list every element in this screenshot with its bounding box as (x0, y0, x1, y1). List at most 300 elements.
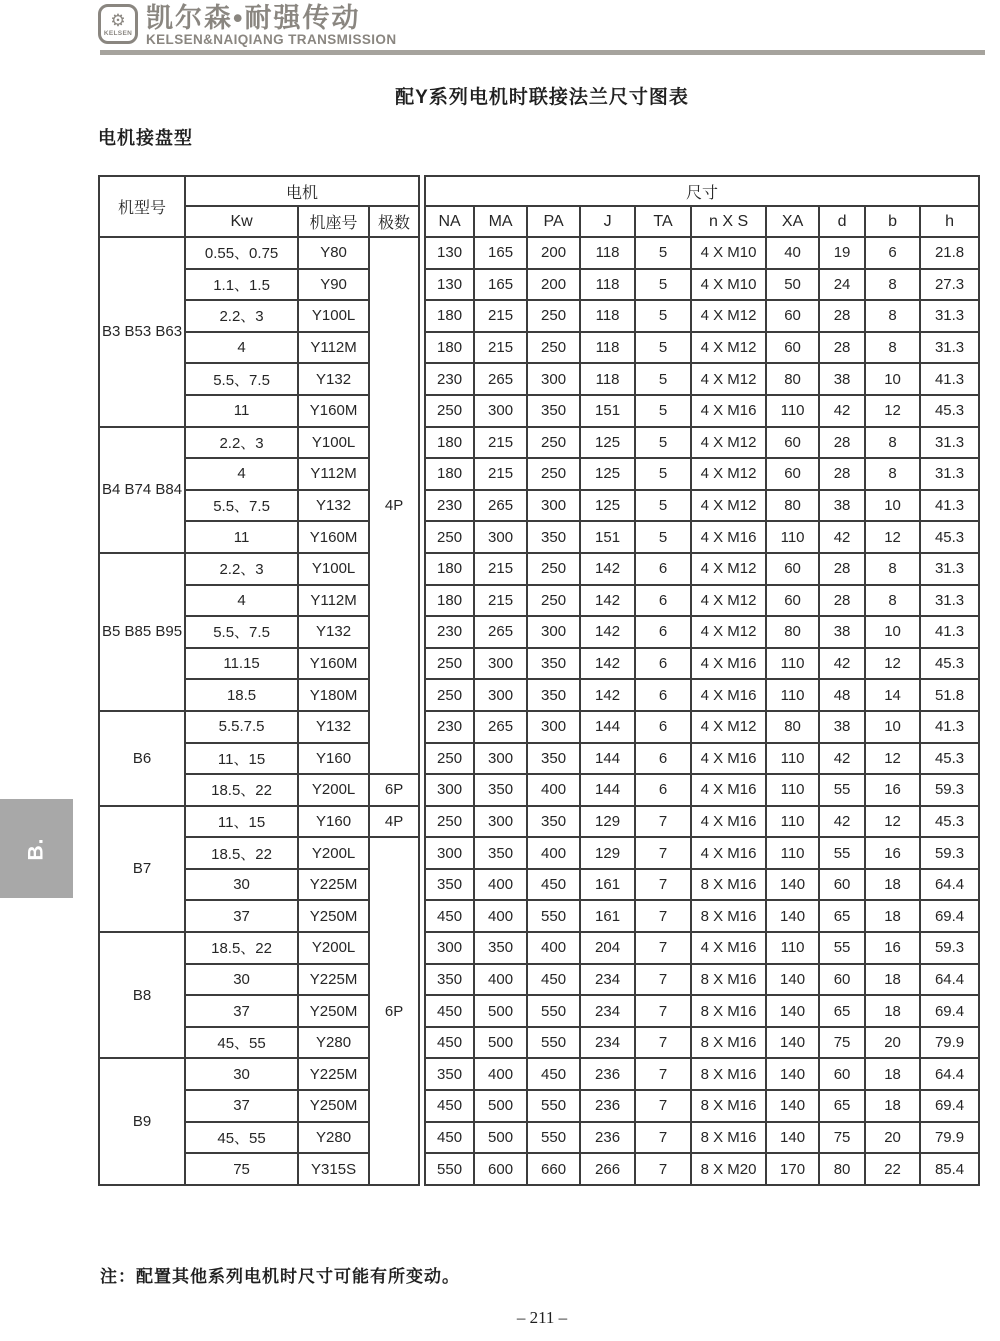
dim-na-value: 250 (425, 743, 474, 775)
model-group-label: B8 (99, 932, 185, 1058)
frame-size-value: Y112M (298, 585, 369, 617)
frame-size-value: Y200L (298, 837, 369, 869)
dim-j-value: 234 (580, 964, 635, 996)
dim-pa-value: 350 (527, 395, 580, 427)
pole-count-label: 6P (369, 774, 419, 806)
dim-b-value: 16 (865, 837, 920, 869)
col-header-j: J (580, 206, 635, 237)
dim-nxs-value: 8 X M16 (691, 995, 766, 1027)
dim-h-value: 41.3 (920, 616, 979, 648)
table-row-dimensions (425, 900, 979, 932)
dim-ta-value: 5 (635, 300, 691, 332)
dim-ta-value: 5 (635, 363, 691, 395)
table-row-dimensions (425, 869, 979, 901)
dim-xa-value: 60 (766, 332, 819, 364)
dim-d-value: 42 (819, 648, 865, 680)
page-title: 配Y系列电机时联接法兰尺寸图表 (395, 87, 689, 108)
dim-ta-value: 7 (635, 995, 691, 1027)
dim-ta-value: 6 (635, 774, 691, 806)
table-row-dimensions (425, 743, 979, 775)
dim-pa-value: 450 (527, 1058, 580, 1090)
dim-h-value: 31.3 (920, 427, 979, 459)
dim-d-value: 60 (819, 1058, 865, 1090)
dim-na-value: 550 (425, 1153, 474, 1185)
dim-na-value: 350 (425, 1058, 474, 1090)
dim-b-value: 12 (865, 806, 920, 838)
dim-nxs-value: 4 X M10 (691, 269, 766, 301)
dim-na-value: 450 (425, 995, 474, 1027)
dim-ta-value: 5 (635, 458, 691, 490)
kw-value: 4 (185, 458, 298, 490)
dim-ta-value: 6 (635, 711, 691, 743)
dim-ma-value: 300 (474, 679, 527, 711)
table-right-body (425, 237, 979, 1185)
group-header-dimensions: 尺寸 (425, 176, 979, 206)
dim-pa-value: 550 (527, 900, 580, 932)
dim-j-value: 129 (580, 806, 635, 838)
model-group-label: B3 B53 B63 (99, 237, 185, 427)
dim-pa-value: 400 (527, 837, 580, 869)
dim-h-value: 64.4 (920, 1058, 979, 1090)
dim-nxs-value: 4 X M10 (691, 237, 766, 269)
brand-header (98, 4, 396, 47)
dim-xa-value: 80 (766, 616, 819, 648)
dim-b-value: 8 (865, 269, 920, 301)
dim-b-value: 18 (865, 964, 920, 996)
dim-ta-value: 7 (635, 932, 691, 964)
dim-j-value: 125 (580, 490, 635, 522)
dim-xa-value: 140 (766, 964, 819, 996)
dim-ma-value: 165 (474, 269, 527, 301)
dim-pa-value: 250 (527, 300, 580, 332)
dim-nxs-value: 8 X M16 (691, 964, 766, 996)
kw-value: 4 (185, 332, 298, 364)
dim-na-value: 130 (425, 237, 474, 269)
dim-b-value: 10 (865, 363, 920, 395)
dim-ma-value: 300 (474, 806, 527, 838)
dim-nxs-value: 4 X M16 (691, 679, 766, 711)
dim-j-value: 236 (580, 1122, 635, 1154)
dim-nxs-value: 4 X M16 (691, 932, 766, 964)
dim-xa-value: 60 (766, 300, 819, 332)
dim-ma-value: 350 (474, 837, 527, 869)
dim-h-value: 69.4 (920, 1090, 979, 1122)
dim-d-value: 28 (819, 427, 865, 459)
dim-d-value: 38 (819, 616, 865, 648)
dim-j-value: 142 (580, 679, 635, 711)
dim-pa-value: 550 (527, 995, 580, 1027)
dim-pa-value: 250 (527, 332, 580, 364)
dim-b-value: 20 (865, 1122, 920, 1154)
table-row-dimensions (425, 458, 979, 490)
section-tab-label: B. (24, 837, 48, 860)
dim-j-value: 144 (580, 711, 635, 743)
brand-name-chinese: 凯尔森•耐强传动 (146, 3, 361, 33)
dim-na-value: 230 (425, 490, 474, 522)
dim-nxs-value: 8 X M16 (691, 1058, 766, 1090)
dim-h-value: 59.3 (920, 837, 979, 869)
dim-h-value: 51.8 (920, 679, 979, 711)
table-row-dimensions (425, 521, 979, 553)
frame-size-value: Y100L (298, 427, 369, 459)
dim-b-value: 6 (865, 237, 920, 269)
dim-pa-value: 350 (527, 806, 580, 838)
dim-xa-value: 60 (766, 458, 819, 490)
frame-size-value: Y180M (298, 679, 369, 711)
table-row-dimensions (425, 363, 979, 395)
dim-xa-value: 50 (766, 269, 819, 301)
dim-ma-value: 215 (474, 300, 527, 332)
dim-pa-value: 550 (527, 1027, 580, 1059)
brand-logo (98, 4, 138, 44)
table-row-dimensions (425, 237, 979, 269)
dim-pa-value: 450 (527, 869, 580, 901)
dim-ma-value: 400 (474, 900, 527, 932)
dim-j-value: 118 (580, 269, 635, 301)
dim-b-value: 8 (865, 458, 920, 490)
dim-xa-value: 80 (766, 490, 819, 522)
frame-size-value: Y132 (298, 711, 369, 743)
dim-ma-value: 215 (474, 458, 527, 490)
col-header-pa: PA (527, 206, 580, 237)
dim-ma-value: 265 (474, 711, 527, 743)
frame-size-value: Y280 (298, 1122, 369, 1154)
dim-na-value: 230 (425, 711, 474, 743)
dim-j-value: 142 (580, 553, 635, 585)
dim-xa-value: 60 (766, 427, 819, 459)
dim-na-value: 250 (425, 806, 474, 838)
dim-xa-value: 80 (766, 711, 819, 743)
table-row-dimensions (425, 427, 979, 459)
col-header-ma: MA (474, 206, 527, 237)
dim-d-value: 80 (819, 1153, 865, 1185)
dim-ma-value: 265 (474, 490, 527, 522)
dim-ma-value: 400 (474, 964, 527, 996)
dim-ma-value: 300 (474, 395, 527, 427)
model-group-label: B4 B74 B84 (99, 427, 185, 553)
dim-j-value: 142 (580, 616, 635, 648)
dim-j-value: 118 (580, 332, 635, 364)
dim-b-value: 18 (865, 1090, 920, 1122)
kw-value: 5.5、7.5 (185, 363, 298, 395)
dim-ma-value: 500 (474, 995, 527, 1027)
dim-b-value: 16 (865, 932, 920, 964)
dim-b-value: 18 (865, 900, 920, 932)
dim-j-value: 129 (580, 837, 635, 869)
flange-dimension-table (98, 175, 980, 1186)
table-row-dimensions (425, 711, 979, 743)
dim-ta-value: 5 (635, 332, 691, 364)
pole-count-label: 4P (369, 237, 419, 774)
dim-b-value: 16 (865, 774, 920, 806)
dim-ta-value: 5 (635, 521, 691, 553)
dim-b-value: 20 (865, 1027, 920, 1059)
dim-h-value: 41.3 (920, 490, 979, 522)
dim-xa-value: 110 (766, 679, 819, 711)
dim-ta-value: 7 (635, 1153, 691, 1185)
kw-value: 4 (185, 585, 298, 617)
kw-value: 18.5 (185, 679, 298, 711)
dim-na-value: 300 (425, 837, 474, 869)
dim-ta-value: 6 (635, 616, 691, 648)
dim-j-value: 161 (580, 900, 635, 932)
dim-na-value: 450 (425, 1090, 474, 1122)
dim-na-value: 300 (425, 932, 474, 964)
dim-d-value: 55 (819, 774, 865, 806)
dim-nxs-value: 8 X M16 (691, 1122, 766, 1154)
dim-ma-value: 600 (474, 1153, 527, 1185)
dim-d-value: 38 (819, 363, 865, 395)
dim-ma-value: 215 (474, 553, 527, 585)
dim-na-value: 450 (425, 1122, 474, 1154)
dim-xa-value: 170 (766, 1153, 819, 1185)
dim-j-value: 125 (580, 458, 635, 490)
dim-xa-value: 110 (766, 932, 819, 964)
dim-ta-value: 7 (635, 1122, 691, 1154)
dim-na-value: 250 (425, 521, 474, 553)
dim-xa-value: 40 (766, 237, 819, 269)
dim-xa-value: 140 (766, 1122, 819, 1154)
dim-xa-value: 140 (766, 1058, 819, 1090)
dim-j-value: 118 (580, 237, 635, 269)
dim-j-value: 142 (580, 648, 635, 680)
dim-xa-value: 110 (766, 774, 819, 806)
dim-xa-value: 110 (766, 837, 819, 869)
brand-name-english: KELSEN&NAIQIANG TRANSMISSION (146, 32, 397, 47)
col-header-h: h (920, 206, 979, 237)
frame-size-value: Y200L (298, 932, 369, 964)
dim-nxs-value: 4 X M12 (691, 332, 766, 364)
dim-pa-value: 350 (527, 521, 580, 553)
dim-d-value: 28 (819, 300, 865, 332)
kw-value: 45、55 (185, 1027, 298, 1059)
dim-xa-value: 110 (766, 648, 819, 680)
dim-na-value: 180 (425, 585, 474, 617)
table-row-dimensions (425, 1058, 979, 1090)
dim-b-value: 8 (865, 332, 920, 364)
dim-h-value: 59.3 (920, 774, 979, 806)
dim-ma-value: 300 (474, 648, 527, 680)
dim-h-value: 45.3 (920, 743, 979, 775)
dim-j-value: 236 (580, 1058, 635, 1090)
dim-ma-value: 215 (474, 332, 527, 364)
dim-d-value: 28 (819, 553, 865, 585)
dim-d-value: 42 (819, 395, 865, 427)
dim-h-value: 79.9 (920, 1027, 979, 1059)
dim-pa-value: 250 (527, 553, 580, 585)
dim-pa-value: 550 (527, 1122, 580, 1154)
dim-j-value: 266 (580, 1153, 635, 1185)
dim-h-value: 45.3 (920, 521, 979, 553)
dim-xa-value: 140 (766, 995, 819, 1027)
dim-nxs-value: 4 X M12 (691, 427, 766, 459)
dim-b-value: 8 (865, 300, 920, 332)
section-tab-b (0, 799, 73, 898)
dim-j-value: 234 (580, 995, 635, 1027)
dim-h-value: 45.3 (920, 648, 979, 680)
dim-ma-value: 350 (474, 932, 527, 964)
table-row-dimensions (425, 995, 979, 1027)
dim-ta-value: 7 (635, 869, 691, 901)
dim-xa-value: 110 (766, 743, 819, 775)
dim-na-value: 350 (425, 964, 474, 996)
table-row-dimensions (425, 553, 979, 585)
dim-ta-value: 7 (635, 964, 691, 996)
motor-table-left (98, 175, 420, 1186)
table-row-dimensions (425, 300, 979, 332)
dim-b-value: 18 (865, 1058, 920, 1090)
dim-xa-value: 80 (766, 363, 819, 395)
dim-nxs-value: 4 X M16 (691, 648, 766, 680)
dim-h-value: 31.3 (920, 332, 979, 364)
dim-j-value: 125 (580, 427, 635, 459)
dim-ma-value: 500 (474, 1122, 527, 1154)
dim-xa-value: 60 (766, 553, 819, 585)
kw-value: 37 (185, 995, 298, 1027)
dim-ta-value: 7 (635, 837, 691, 869)
dim-xa-value: 110 (766, 521, 819, 553)
dim-ta-value: 7 (635, 806, 691, 838)
header-row-dims-group (425, 176, 979, 206)
kw-value: 18.5、22 (185, 932, 298, 964)
dim-ta-value: 5 (635, 427, 691, 459)
dim-nxs-value: 8 X M20 (691, 1153, 766, 1185)
col-header-frame: 机座号 (298, 206, 369, 237)
table-row-dimensions (425, 774, 979, 806)
table-row-dimensions (425, 679, 979, 711)
dim-d-value: 42 (819, 521, 865, 553)
dim-d-value: 28 (819, 332, 865, 364)
table-row-dimensions (425, 837, 979, 869)
dim-pa-value: 550 (527, 1090, 580, 1122)
dim-na-value: 180 (425, 553, 474, 585)
dim-j-value: 151 (580, 521, 635, 553)
kw-value: 11、15 (185, 806, 298, 838)
table-row-dimensions (425, 806, 979, 838)
dim-nxs-value: 4 X M12 (691, 616, 766, 648)
pole-count-label: 4P (369, 806, 419, 838)
dim-d-value: 42 (819, 743, 865, 775)
dim-nxs-value: 4 X M16 (691, 774, 766, 806)
frame-size-value: Y112M (298, 458, 369, 490)
dim-ma-value: 300 (474, 521, 527, 553)
dim-ta-value: 6 (635, 553, 691, 585)
dim-b-value: 8 (865, 427, 920, 459)
table-row-left (99, 237, 419, 269)
col-header-na: NA (425, 206, 474, 237)
col-header-d: d (819, 206, 865, 237)
dim-ma-value: 400 (474, 869, 527, 901)
dim-na-value: 180 (425, 458, 474, 490)
dim-pa-value: 660 (527, 1153, 580, 1185)
dim-pa-value: 450 (527, 964, 580, 996)
dim-xa-value: 60 (766, 585, 819, 617)
dim-na-value: 230 (425, 363, 474, 395)
table-row-dimensions (425, 585, 979, 617)
dim-d-value: 42 (819, 806, 865, 838)
pole-count-label: 6P (369, 837, 419, 1185)
dim-b-value: 12 (865, 743, 920, 775)
dim-nxs-value: 4 X M16 (691, 395, 766, 427)
dim-d-value: 28 (819, 585, 865, 617)
dim-xa-value: 140 (766, 1027, 819, 1059)
dim-h-value: 85.4 (920, 1153, 979, 1185)
dim-pa-value: 300 (527, 711, 580, 743)
dim-pa-value: 350 (527, 679, 580, 711)
dim-j-value: 118 (580, 300, 635, 332)
col-header-poles: 极数 (369, 206, 419, 237)
dim-h-value: 69.4 (920, 900, 979, 932)
dim-ma-value: 500 (474, 1027, 527, 1059)
frame-size-value: Y160 (298, 743, 369, 775)
dim-nxs-value: 4 X M12 (691, 300, 766, 332)
table-row-dimensions (425, 964, 979, 996)
logo-badge-text: KELSEN (103, 29, 133, 37)
dim-na-value: 180 (425, 332, 474, 364)
dim-ta-value: 6 (635, 679, 691, 711)
dim-d-value: 38 (819, 711, 865, 743)
dim-nxs-value: 4 X M12 (691, 458, 766, 490)
dim-nxs-value: 4 X M12 (691, 711, 766, 743)
table-row-left (99, 806, 419, 838)
kw-value: 5.5、7.5 (185, 616, 298, 648)
col-header-ta: TA (635, 206, 691, 237)
model-group-label: B5 B85 B95 (99, 553, 185, 711)
dim-pa-value: 200 (527, 237, 580, 269)
dim-nxs-value: 8 X M16 (691, 869, 766, 901)
dim-nxs-value: 4 X M12 (691, 363, 766, 395)
dim-nxs-value: 4 X M12 (691, 490, 766, 522)
dim-ma-value: 350 (474, 774, 527, 806)
dim-j-value: 161 (580, 869, 635, 901)
dim-na-value: 180 (425, 300, 474, 332)
dim-b-value: 22 (865, 1153, 920, 1185)
dim-h-value: 31.3 (920, 458, 979, 490)
table-row-dimensions (425, 1122, 979, 1154)
dim-pa-value: 400 (527, 774, 580, 806)
kw-value: 11.15 (185, 648, 298, 680)
dim-b-value: 12 (865, 648, 920, 680)
dim-j-value: 151 (580, 395, 635, 427)
kw-value: 18.5、22 (185, 837, 298, 869)
dim-nxs-value: 4 X M16 (691, 806, 766, 838)
brand-text (146, 4, 396, 47)
frame-size-value: Y90 (298, 269, 369, 301)
model-group-label: B6 (99, 711, 185, 806)
dim-h-value: 41.3 (920, 711, 979, 743)
dim-xa-value: 110 (766, 806, 819, 838)
kw-value: 30 (185, 964, 298, 996)
kw-value: 37 (185, 1090, 298, 1122)
dim-h-value: 31.3 (920, 585, 979, 617)
kw-value: 45、55 (185, 1122, 298, 1154)
dim-nxs-value: 4 X M12 (691, 585, 766, 617)
dim-ma-value: 215 (474, 585, 527, 617)
dim-ma-value: 265 (474, 363, 527, 395)
dim-pa-value: 350 (527, 648, 580, 680)
header-divider (100, 50, 985, 55)
table-left-body (99, 237, 419, 1185)
frame-size-value: Y200L (298, 774, 369, 806)
dim-b-value: 8 (865, 585, 920, 617)
gear-icon: ⚙ (110, 10, 126, 30)
table-row-dimensions (425, 932, 979, 964)
frame-size-value: Y225M (298, 1058, 369, 1090)
kw-value: 2.2、3 (185, 427, 298, 459)
dim-b-value: 8 (865, 553, 920, 585)
frame-size-value: Y160M (298, 521, 369, 553)
frame-size-value: Y100L (298, 300, 369, 332)
